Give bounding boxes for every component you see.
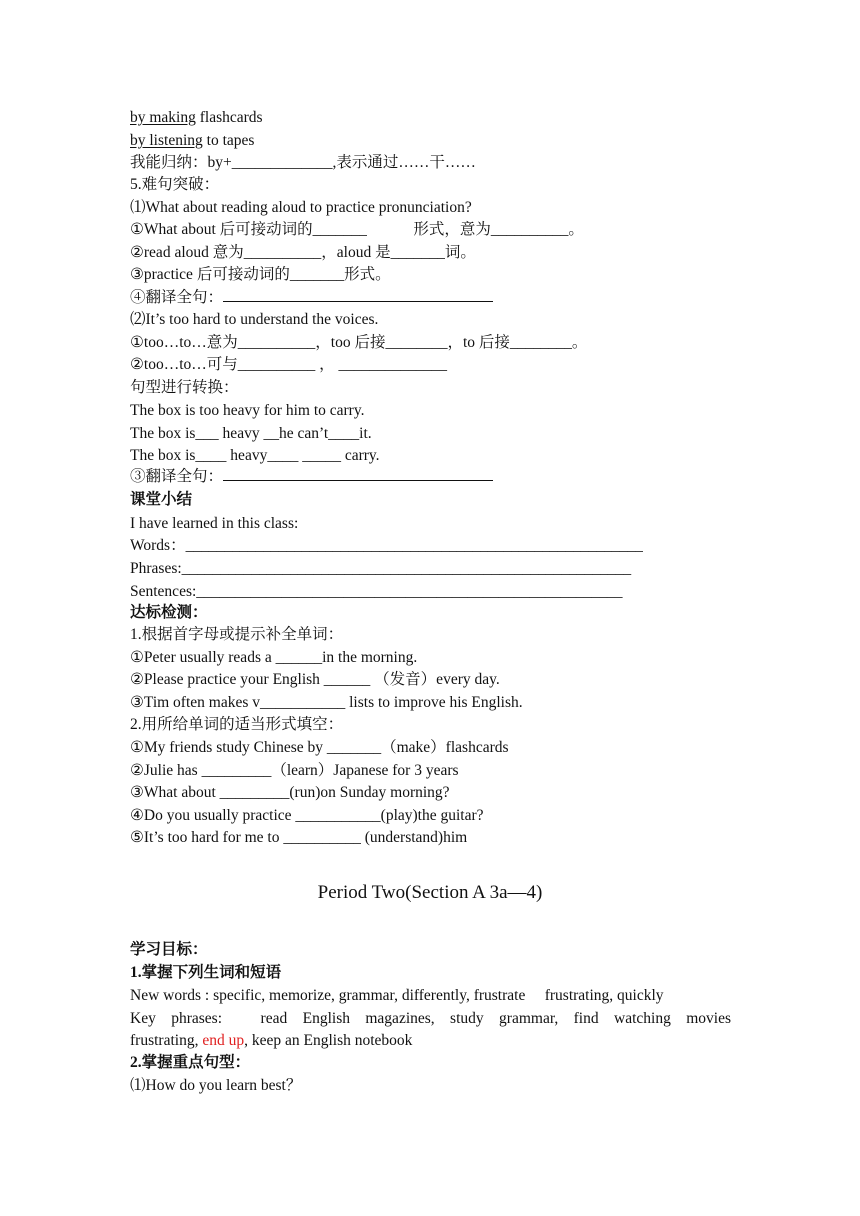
text-line: ⑤It’s too hard for me to __________ (understand)him	[130, 829, 468, 846]
text-fragment: ④翻译全句：	[130, 289, 224, 306]
page-title: Period Two(Section A 3a—4)	[317, 882, 543, 903]
text-line: Words：___________________________________________________________	[130, 537, 643, 554]
answer-line	[223, 288, 493, 302]
text-fragment: to tapes	[202, 132, 255, 149]
text-line: ⑵It’s too hard to understand the voices.	[130, 311, 379, 328]
text-line	[130, 467, 493, 487]
highlighted-phrase: end up	[202, 1032, 245, 1049]
section-heading: 2.掌握重点句型：	[130, 1054, 251, 1071]
text-line: 2.用所给单词的适当形式填空：	[130, 716, 344, 733]
text-line: I have learned in this class:	[130, 515, 299, 532]
text-line: ③What about _________(run)on Sunday morning?	[130, 784, 450, 801]
text-line	[130, 288, 493, 308]
text-fragment: ③翻译全句：	[130, 468, 224, 485]
section-heading: 课堂小结	[130, 491, 193, 508]
text-line: ⑴What about reading aloud to practice pronunciation?	[130, 199, 472, 216]
text-line	[130, 1031, 412, 1051]
text-line: ①too…to…意为__________，too 后接________，to 后接________。	[130, 334, 588, 351]
text-line: ④Do you usually practice ___________(play)the guitar?	[130, 807, 484, 824]
underlined-phrase: by listening	[130, 132, 203, 149]
section-heading: 1.掌握下列生词和短语	[130, 964, 282, 981]
text-line: ③Tim often makes v___________ lists to improve his English.	[130, 694, 523, 711]
text-line: The box is too heavy for him to carry.	[130, 402, 365, 419]
text-line: ⑴How do you learn best？	[130, 1077, 302, 1094]
section-heading: 达标检测：	[130, 604, 208, 621]
text-line: New words : specific, memorize, grammar, differently, frustrate frustrating, quickly	[130, 987, 664, 1004]
text-line	[130, 108, 263, 128]
text-line: Phrases:__________________________________________________________	[130, 560, 632, 577]
text-line: The box is___ heavy __he can’t____it.	[130, 425, 372, 442]
text-line: Sentences:_______________________________________________________	[130, 583, 623, 600]
section-heading: 学习目标：	[130, 941, 208, 958]
underlined-phrase: by making	[130, 109, 196, 126]
section-heading: 5.难句突破：	[130, 176, 220, 193]
text-line: ③practice 后可接动词的_______形式。	[130, 266, 391, 283]
text-line: ②read aloud 意为__________，aloud 是_______词。	[130, 244, 476, 261]
text-line: 句型进行转换：	[130, 379, 239, 396]
text-line: ②too…to…可与__________ ， ______________	[130, 356, 448, 373]
text-line: ②Please practice your English ______ （发音）every day.	[130, 671, 500, 688]
text-line: 1.根据首字母或提示补全单词：	[130, 626, 344, 643]
text-fragment: , keep an English notebook	[244, 1032, 413, 1049]
text-fragment: flashcards	[195, 109, 263, 126]
text-line: Key phrases: read English magazines, study grammar, find watching movies	[130, 1010, 731, 1027]
text-line: ①Peter usually reads a ______in the morning.	[130, 649, 418, 666]
text-line: ②Julie has _________（learn）Japanese for 3 years	[130, 762, 459, 779]
text-line: ①My friends study Chinese by _______（make）flashcards	[130, 739, 509, 756]
text-line: 我能归纳：by+_____________,表示通过……干……	[130, 154, 476, 171]
answer-line	[223, 467, 493, 481]
text-fragment: frustrating,	[130, 1032, 203, 1049]
text-line	[130, 131, 254, 151]
text-line: The box is____ heavy____ _____ carry.	[130, 447, 380, 464]
text-line: ①What about 后可接动词的_______ 形式，意为__________。	[130, 221, 584, 238]
